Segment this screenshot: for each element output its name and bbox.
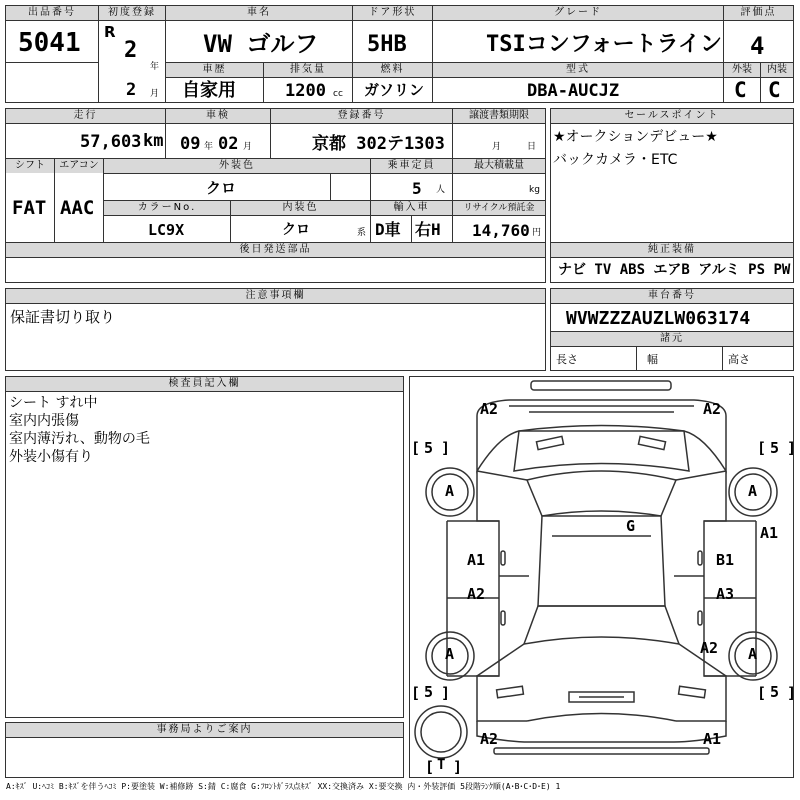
car-name-label: 車名 [166,6,352,20]
capacity-unit: 人 [436,185,446,195]
mark-right-front-door: B1 [716,551,735,569]
sales-points-label: セールスポイント [551,109,793,123]
inspection-label: 車検 [166,109,270,123]
tread-front-right: 5 [770,439,780,457]
int-color-suffix: 系 [357,228,367,238]
grade-label: グレード [433,6,723,20]
transfer-label: 譲渡書類期限 [453,109,545,123]
dims-length: 長さ [556,353,578,366]
svg-text:[: [ [757,684,767,702]
int-grade-label: 内装 [761,63,793,77]
mark-left-rear-door: A2 [467,585,486,603]
inspector-line-1: シート すれ中 [9,395,98,411]
inspection-year-unit: 年 [204,142,214,152]
model-label: 型式 [433,63,723,77]
mark-left-rear-tire: A [445,645,455,663]
recycle-label: リサイクル預託金 [453,201,545,215]
reg-year-unit: 年 [150,62,160,72]
color-no-value: LC9X [148,221,185,239]
dims-width: 幅 [647,353,658,366]
tread-rear-right: 5 [770,683,780,701]
shift-label: シフト [6,159,54,173]
svg-text:]: ] [787,684,797,702]
mark-rear-right: A1 [703,730,722,748]
mark-left-front-tire: A [445,482,455,500]
later-parts-label: 後日発送部品 [6,243,545,257]
displacement-value: 1200 [285,81,326,101]
grade-value: TSIコンフォートライン [486,32,722,57]
dims-label: 諸元 [551,332,793,346]
svg-text:]: ] [441,439,451,457]
ext-grade-value: C [734,78,747,102]
inspector-label: 検査員記入欄 [6,377,403,391]
fuel-value: ガソリン [364,81,425,99]
score-label: 評価点 [724,6,793,20]
mark-glass: G [626,517,636,535]
ext-color-label: 外装色 [104,159,370,173]
car-diagram [409,376,797,778]
svg-text:[: [ [411,439,421,457]
inspection-month-unit: 月 [243,142,253,152]
plate-value: 京都 302テ1303 [312,134,445,154]
mark-left-front-door: A1 [467,551,486,569]
mileage-label: 走行 [6,109,165,123]
mark-front-right: A2 [703,400,722,418]
svg-text:]: ] [453,758,463,776]
inspector-line-4: 外装小傷有り [9,449,93,465]
mark-right-front-tire: A [748,482,758,500]
mark-right-rear-door: A3 [716,585,735,603]
equipment-value: ナビ TV ABS エアB アルミ PS PW [558,262,791,278]
transfer-month-unit: 月 [492,142,502,152]
svg-text:[: [ [425,758,435,776]
notes-value: 保証書切り取り [10,308,116,326]
recycle-unit: 円 [532,228,542,238]
mark-right-rear-quarter: A2 [700,639,719,657]
chassis-label: 車台番号 [551,289,793,303]
inspector-line-2: 室内内張傷 [9,413,79,429]
svg-text:[: [ [757,439,767,457]
shift-value: FAT [12,197,47,219]
tread-front-left: 5 [424,439,434,457]
equipment-label: 純正装備 [551,243,793,257]
inspector-line-3: 室内薄汚れ、動物の毛 [9,431,150,447]
mark-front-left: A2 [480,400,499,418]
door-label: ドア形状 [353,6,432,20]
svg-text:]: ] [787,439,797,457]
history-label: 車歴 [166,63,263,77]
fuel-label: 燃料 [353,63,432,77]
legend: A:ｷｽﾞ U:ﾍｺﾐ B:ｷｽﾞを伴うﾍｺﾐ P:要塗装 W:補修跡 S:錆 C:腐食 G:ﾌﾛﾝﾄｶﾞﾗｽ点ｷｽﾞ XX:交換済み X:要交換 内・外装評価 5段階ﾗﾝｸ順(A･B･C･D･E) 1 [6,782,561,791]
era: R [104,23,116,41]
svg-text:[: [ [411,684,421,702]
first-reg-label: 初度登録 [99,6,165,20]
max-load-label: 最大積載量 [453,159,545,173]
ext-grade-label: 外装 [724,63,760,77]
mark-spare-tire: T [437,757,446,773]
sales-point-line-1: ★オークションデビュー★ [553,129,718,145]
dims-height: 高さ [728,353,750,366]
displacement-unit: cc [333,89,343,99]
model-value: DBA-AUCJZ [527,81,620,101]
import-label: 輸入車 [371,201,452,215]
tread-rear-left: 5 [424,683,434,701]
max-load-unit: kg [529,185,540,195]
door-type: 5HB [367,32,407,57]
int-color-label: 内装色 [231,201,370,215]
car-name: VW ゴルフ [203,30,319,58]
recycle-value: 14,760 [472,221,530,240]
capacity-label: 乗車定員 [371,159,452,173]
color-no-label: カラーNo. [104,201,230,215]
displacement-label: 排気量 [264,63,352,77]
lot-number: 5041 [18,28,81,58]
mark-right-rear-tire: A [748,645,758,663]
office-label: 事務局よりご案内 [6,723,403,737]
aircon-label: エアコン [55,159,103,173]
plate-label: 登録番号 [271,109,452,123]
reg-year: 2 [124,38,138,63]
import-value: D車 [375,220,401,239]
steering-value: 右H [415,220,441,239]
aircon-value: AAC [60,197,95,219]
capacity-value: 5 [412,179,422,198]
chassis-value: WVWZZZAUZLW063174 [566,308,751,329]
int-color-value: クロ [282,222,310,238]
reg-month-unit: 月 [150,89,160,99]
int-grade-value: C [768,78,781,102]
score-value: 4 [750,32,765,60]
inspection-month: 02 [218,134,239,154]
mark-right-front-fender: A1 [760,524,779,542]
mileage-unit: km [143,131,164,151]
transfer-day-unit: 日 [527,142,537,152]
mark-rear-left: A2 [480,730,499,748]
history-value: 自家用 [182,80,236,101]
lot-label: 出品番号 [6,6,98,20]
mileage-value: 57,603 [80,132,142,152]
ext-color-value: クロ [206,179,237,197]
inspection-year: 09 [180,134,201,154]
reg-month: 2 [126,80,137,100]
svg-text:]: ] [441,684,451,702]
sales-point-line-2: バックカメラ・ETC [553,152,678,168]
notes-label: 注意事項欄 [6,289,545,303]
